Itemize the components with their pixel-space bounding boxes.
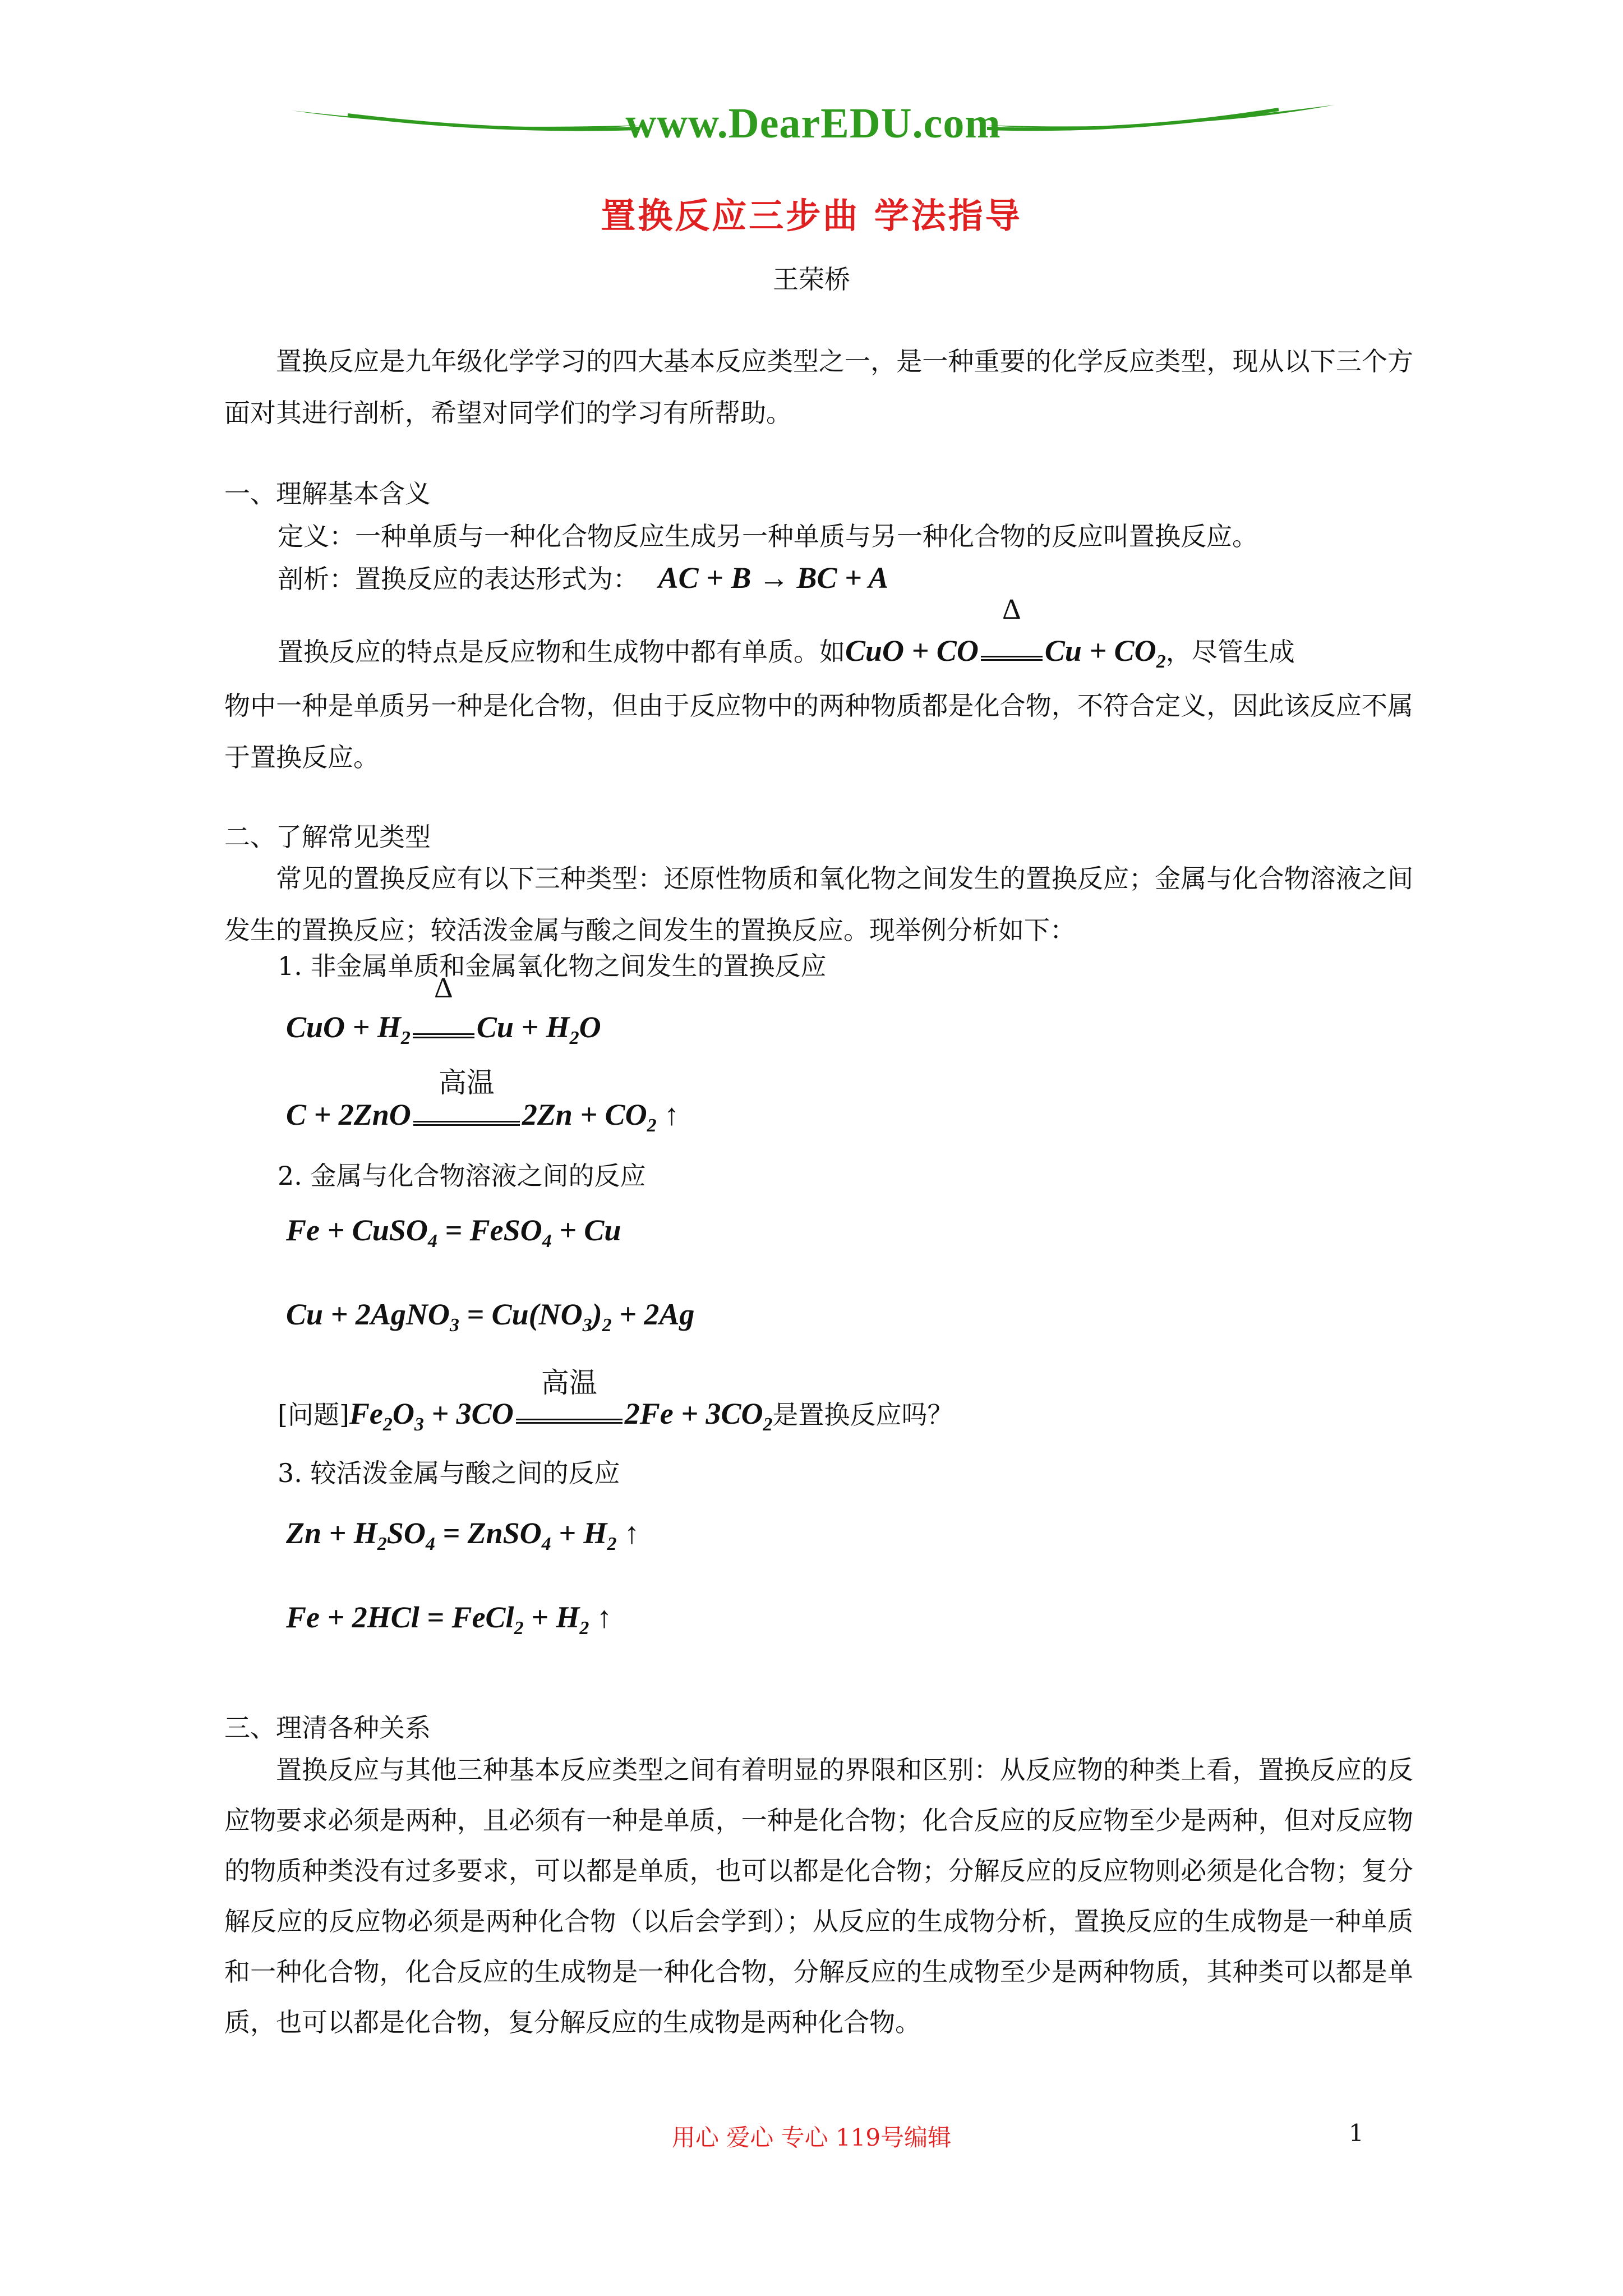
analysis-line: [278, 559, 888, 596]
feature-prefix: 置换反应的特点是反应物和生成物中都有单质。如: [278, 637, 845, 667]
site-logo: [292, 93, 1335, 160]
section-2-heading: 二、了解常见类型: [224, 822, 431, 852]
equation-fe-hcl: Fe + 2HCl = FeCl$_2$ + $H_2$ ↑: [286, 1600, 612, 1639]
condition-high-temp: 高温: [541, 1366, 597, 1399]
condition-high-temp: 高温: [438, 1066, 495, 1099]
analysis-prefix: 剖析：置换反应的表达形式为：: [278, 564, 639, 594]
section-2-intro: 常见的置换反应有以下三种类型：还原性物质和氧化物之间发生的置换反应；金属与化合物溶液之间发生的置换反应；较活泼金属与酸之间发生的置换反应。现举例分析如下：: [224, 863, 1413, 945]
general-formula: AC + B → BC + A: [658, 561, 889, 595]
feature-suffix: ，尽管生成: [1165, 637, 1295, 667]
equation-c-zno: C + 2ZnO 高温 $2Zn + CO_2$ ↑: [286, 1097, 679, 1137]
section-1-heading: 一、理解基本含义: [224, 478, 431, 509]
subsection-3: 3. 较活泼金属与酸之间的反应: [278, 1458, 620, 1488]
equation-cuo-co: CuO + CO Δ $Cu + CO_2$: [845, 593, 1166, 672]
document-title: 置换反应三步曲 学法指导: [601, 195, 1022, 236]
equation-fe2o3-co: $Fe_2O_3 + 3CO$ 高温 $2Fe + 3CO_2$: [349, 1397, 773, 1430]
equation-cuo-h2: CuO + $H_2$ Δ $Cu + H_2O$: [286, 972, 601, 1048]
equation-fe-cuso4: Fe + CuSO$_4$ = FeSO$_4$ + Cu: [286, 1213, 621, 1251]
question-line: [278, 1366, 953, 1435]
page-number: 1: [1349, 2119, 1364, 2147]
document-author: 王荣桥: [773, 264, 850, 295]
feature-rest: 物中一种是单质另一种是化合物，但由于反应物中的两种物质都是化合物，不符合定义，因此该反应不属于置换反应。: [224, 691, 1413, 772]
intro-paragraph: 置换反应是九年级化学学习的四大基本反应类型之一，是一种重要的化学反应类型，现从以下三个方面对其进行剖析，希望对同学们的学习有所帮助。: [224, 346, 1413, 428]
definition-text: 定义：一种单质与一种化合物反应生成另一种单质与另一种化合物的反应叫置换反应。: [278, 521, 1258, 551]
feature-line: [278, 593, 1295, 673]
section-3-heading: 三、理清各种关系: [224, 1713, 431, 1743]
logo-text: www.DearEDU.com: [625, 100, 1001, 147]
subsection-2: 2. 金属与化合物溶液之间的反应: [278, 1161, 646, 1191]
footer-text: 用心 爱心 专心 119号编辑: [671, 2124, 952, 2151]
equation-cu-agno3: Cu + 2AgNO$_3$ = $Cu(NO_3)_2 + 2Ag$: [286, 1297, 695, 1336]
subsection-1: 1. 非金属单质和金属氧化物之间发生的置换反应: [278, 951, 827, 981]
condition-heat: Δ: [434, 972, 453, 1004]
question-prefix: [问题]: [278, 1400, 349, 1430]
condition-heat: Δ: [1002, 593, 1021, 625]
equation-zn-h2so4: $Zn + H_2SO_4$ = ZnSO$_4$ + $H_2$ ↑: [286, 1516, 639, 1554]
question-suffix: 是置换反应吗？: [772, 1400, 953, 1430]
section-3-body: 置换反应与其他三种基本反应类型之间有着明显的界限和区别：从反应物的种类上看，置换反应的反应物要求必须是两种，且必须有一种是单质，一种是化合物；化合反应的反应物至少是两种，但对反应物的物质种类没有过多要求，可以都是单质，也可以都是化合物；分解反应的反应物则必须是化合物；复分解反应的反应物必须是两种化合物（以后会学到）；从反应的生成物分析，置换反应的生成物是一种单质和一种化合物，化合反应的生成物是一种化合物，分解反应的生成物至少是两种物质，其种类可以都是单质，也可以都是化合物，复分解反应的生成物是两种化合物。: [224, 1755, 1413, 2037]
